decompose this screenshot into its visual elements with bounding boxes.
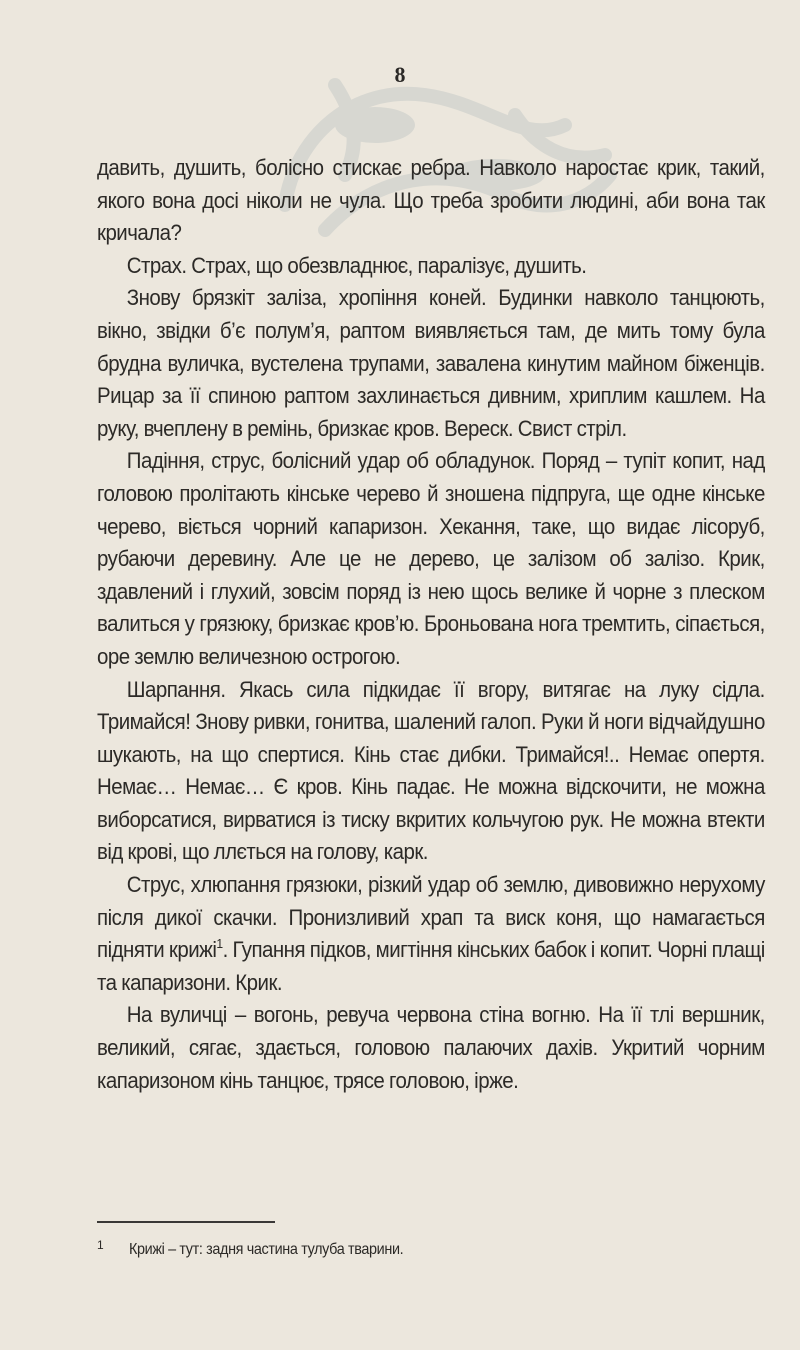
paragraph: Падіння, струс, болісний удар об обладунок. Поряд – тупіт копит, над головою пролітають кінське черево й зношена підпруга, ще одне кінське черево, віється чорний капаризон. Хекання, таке, що видає лісоруб, рубаючи деревину. Але це не дерево, це залізом об залізо. Крик, здавлений і глухий, зовсім поряд із нею щось велике й чорне з плеском валиться у грязюку, бризкає кров’ю. Броньована нога тремтить, сіпається, оре землю величезною острогою. [97, 448, 765, 669]
footnote-divider [97, 1221, 275, 1223]
footnote-text: Крижі – тут: задня частина тулуба тварини. [129, 1241, 404, 1258]
paragraph: Шарпання. Якась сила підкидає її вгору, витягає на луку сідла. Тримайся! Знову ривки, гонитва, шалений галоп. Руки й ноги відчайдушно шукають, на що спертися. Кінь стає дибки. Тримайся!.. Немає опертя. Немає… Немає… Є кров. Кінь падає. Не можна відскочити, не можна виборсатися, вирватися із тиску вкритих кольчугою рук. Не можна втекти від крові, що ллється на голову, карк. [97, 676, 765, 865]
footnote [97, 1234, 765, 1261]
paragraph: давить, душить, болісно стискає ребра. Навколо наростає крик, такий, якого вона досі ніколи не чула. Що треба зробити людині, аби вона так кричала? [97, 155, 765, 246]
footnote-mark: 1 [97, 1238, 104, 1252]
paragraph: На вуличці – вогонь, ревуча червона стіна вогню. На її тлі вершник, великий, сягає, здається, головою палаючих дахів. Укритий чорним капаризоном кінь танцює, трясе головою, ірже. [97, 1002, 765, 1093]
paragraph: Страх. Страх, що обезвладнює, паралізує, душить. [126, 252, 587, 278]
footnote-reference[interactable]: 1 [216, 936, 223, 952]
main-text [97, 152, 765, 1097]
paragraph-text: Струс, хлюпання грязюки, різкий удар об землю, дивовижно нерухому після дикої скачки. Пронизливий храп та виск коня, що намагається підняти крижі [97, 872, 765, 963]
paragraph-with-footnote [97, 869, 765, 999]
paragraph: Знову брязкіт заліза, хропіння коней. Будинки навколо танцюють, вікно, звідки б’є полум’я, раптом виявляється там, де мить тому була брудна вуличка, вустелена трупами, завалена кинутим майном біженців. Рицар за її спиною раптом захлинається дивним, хриплим кашлем. На руку, вчеплену в ремінь, бризкає кров. Вереск. Свист стріл. [97, 285, 765, 441]
paragraph-text: . Гупання підков, мигтіння кінських бабок і копит. Чорні плащі та капаризони. Крик. [97, 937, 765, 995]
page-number: 8 [394, 62, 406, 87]
